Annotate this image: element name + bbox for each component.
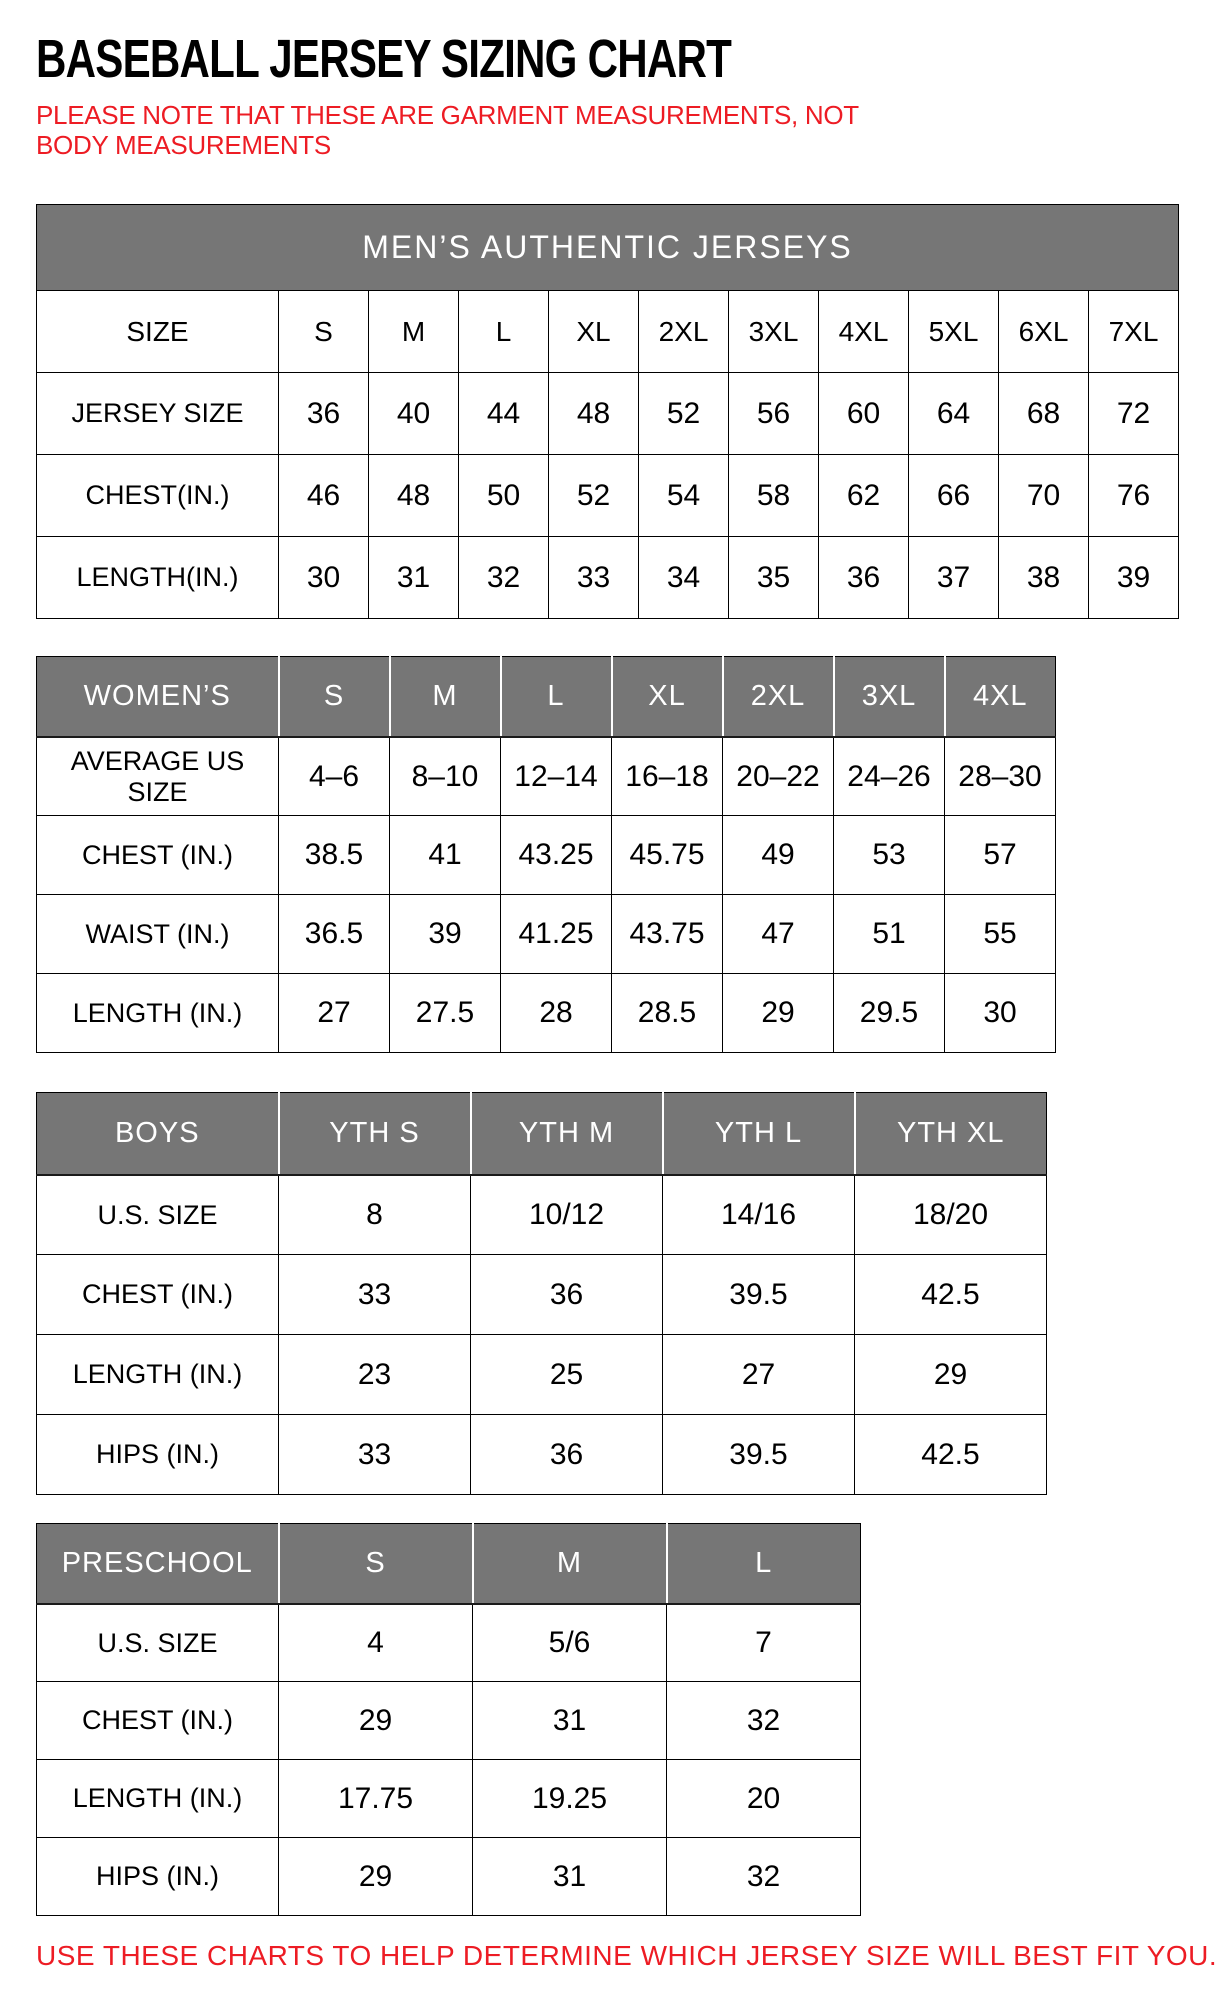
cell-value: 54	[639, 455, 729, 537]
cell-value: 7	[667, 1604, 861, 1682]
cell-value: 40	[369, 373, 459, 455]
column-header-5xl: 5XL	[909, 291, 999, 373]
cell-value: 12–14	[501, 737, 612, 816]
cell-value: 53	[834, 816, 945, 895]
cell-value: 30	[945, 974, 1056, 1053]
row-label-u-s-size: U.S. SIZE	[37, 1604, 279, 1682]
cell-value: 24–26	[834, 737, 945, 816]
row-label-length-in: LENGTH(IN.)	[37, 537, 279, 619]
cell-value: 31	[473, 1682, 667, 1760]
cell-value: 10/12	[471, 1175, 663, 1255]
cell-value: 36.5	[279, 895, 390, 974]
row-label-length-in: LENGTH (IN.)	[37, 1335, 279, 1415]
row-label-jersey-size: JERSEY SIZE	[37, 373, 279, 455]
column-header-yth-xl: YTH XL	[855, 1093, 1047, 1175]
row-label-length-in: LENGTH (IN.)	[37, 1760, 279, 1838]
cell-value: 48	[549, 373, 639, 455]
cell-value: 70	[999, 455, 1089, 537]
cell-value: 28	[501, 974, 612, 1053]
fit-advice-footer: USE THESE CHARTS TO HELP DETERMINE WHICH JERSEY SIZE WILL BEST FIT YOU.	[36, 1940, 1218, 1972]
column-header-7xl: 7XL	[1089, 291, 1179, 373]
cell-value: 8	[279, 1175, 471, 1255]
cell-value: 28.5	[612, 974, 723, 1053]
cell-value: 20–22	[723, 737, 834, 816]
cell-value: 20	[667, 1760, 861, 1838]
column-header-l: L	[459, 291, 549, 373]
cell-value: 27	[279, 974, 390, 1053]
cell-value: 18/20	[855, 1175, 1047, 1255]
boys-table-section	[36, 1092, 1200, 1495]
cell-value: 14/16	[663, 1175, 855, 1255]
cell-value: 47	[723, 895, 834, 974]
cell-value: 56	[729, 373, 819, 455]
column-header-yth-l: YTH L	[663, 1093, 855, 1175]
row-label-waist-in: WAIST (IN.)	[37, 895, 279, 974]
preschool-corner-label: PRESCHOOL	[37, 1524, 279, 1604]
row-label-length-in: LENGTH (IN.)	[37, 974, 279, 1053]
preschool-table-section	[36, 1523, 1200, 1916]
column-header-xl: XL	[612, 657, 723, 737]
mens-table-section	[36, 204, 1200, 619]
cell-value: 39.5	[663, 1255, 855, 1335]
column-header-yth-m: YTH M	[471, 1093, 663, 1175]
cell-value: 25	[471, 1335, 663, 1415]
cell-value: 43.25	[501, 816, 612, 895]
cell-value: 43.75	[612, 895, 723, 974]
column-header-6xl: 6XL	[999, 291, 1089, 373]
cell-value: 66	[909, 455, 999, 537]
cell-value: 39	[390, 895, 501, 974]
cell-value: 58	[729, 455, 819, 537]
mens-banner-header: MEN’S AUTHENTIC JERSEYS	[37, 205, 1179, 291]
cell-value: 17.75	[279, 1760, 473, 1838]
cell-value: 48	[369, 455, 459, 537]
cell-value: 33	[279, 1255, 471, 1335]
womens-sizing-table	[36, 656, 1056, 1053]
column-header-yth-s: YTH S	[279, 1093, 471, 1175]
cell-value: 31	[473, 1838, 667, 1916]
row-label-chest-in: CHEST (IN.)	[37, 1255, 279, 1335]
cell-value: 50	[459, 455, 549, 537]
cell-value: 4–6	[279, 737, 390, 816]
row-label-u-s-size: U.S. SIZE	[37, 1175, 279, 1255]
cell-value: 60	[819, 373, 909, 455]
row-label-average-us-size: AVERAGE US SIZE	[37, 737, 279, 816]
column-header-4xl: 4XL	[819, 291, 909, 373]
page-title	[36, 28, 1200, 90]
row-label-chest-in: CHEST (IN.)	[37, 1682, 279, 1760]
cell-value: 62	[819, 455, 909, 537]
boys-sizing-table	[36, 1092, 1047, 1495]
column-header-s: S	[279, 291, 369, 373]
column-header-l: L	[501, 657, 612, 737]
cell-value: 35	[729, 537, 819, 619]
cell-value: 30	[279, 537, 369, 619]
column-header-m: M	[369, 291, 459, 373]
column-header-4xl: 4XL	[945, 657, 1056, 737]
cell-value: 31	[369, 537, 459, 619]
row-label-chest-in: CHEST (IN.)	[37, 816, 279, 895]
garment-measurements-note: PLEASE NOTE THAT THESE ARE GARMENT MEASUREMENTS, NOT BODY MEASUREMENTS	[36, 100, 859, 161]
cell-value: 29	[279, 1838, 473, 1916]
cell-value: 37	[909, 537, 999, 619]
boys-corner-label: BOYS	[37, 1093, 279, 1175]
cell-value: 16–18	[612, 737, 723, 816]
cell-value: 36	[471, 1255, 663, 1335]
cell-value: 45.75	[612, 816, 723, 895]
cell-value: 38.5	[279, 816, 390, 895]
cell-value: 34	[639, 537, 729, 619]
cell-value: 39.5	[663, 1415, 855, 1495]
cell-value: 33	[279, 1415, 471, 1495]
womens-corner-label: WOMEN’S	[37, 657, 279, 737]
column-header-2xl: 2XL	[723, 657, 834, 737]
mens-corner-label: SIZE	[37, 291, 279, 373]
row-label-hips-in: HIPS (IN.)	[37, 1838, 279, 1916]
cell-value: 64	[909, 373, 999, 455]
cell-value: 4	[279, 1604, 473, 1682]
cell-value: 5/6	[473, 1604, 667, 1682]
mens-sizing-table	[36, 204, 1179, 619]
cell-value: 28–30	[945, 737, 1056, 816]
column-header-l: L	[667, 1524, 861, 1604]
cell-value: 29.5	[834, 974, 945, 1053]
cell-value: 38	[999, 537, 1089, 619]
cell-value: 32	[459, 537, 549, 619]
column-header-xl: XL	[549, 291, 639, 373]
cell-value: 52	[549, 455, 639, 537]
cell-value: 52	[639, 373, 729, 455]
cell-value: 29	[279, 1682, 473, 1760]
cell-value: 44	[459, 373, 549, 455]
column-header-2xl: 2XL	[639, 291, 729, 373]
cell-value: 19.25	[473, 1760, 667, 1838]
cell-value: 46	[279, 455, 369, 537]
cell-value: 33	[549, 537, 639, 619]
cell-value: 41.25	[501, 895, 612, 974]
column-header-m: M	[473, 1524, 667, 1604]
cell-value: 55	[945, 895, 1056, 974]
row-label-hips-in: HIPS (IN.)	[37, 1415, 279, 1495]
row-label-chest-in: CHEST(IN.)	[37, 455, 279, 537]
cell-value: 36	[279, 373, 369, 455]
cell-value: 23	[279, 1335, 471, 1415]
cell-value: 32	[667, 1838, 861, 1916]
cell-value: 76	[1089, 455, 1179, 537]
page-title-text: BASEBALL JERSEY SIZING CHART	[36, 29, 732, 89]
cell-value: 29	[855, 1335, 1047, 1415]
column-header-s: S	[279, 1524, 473, 1604]
cell-value: 68	[999, 373, 1089, 455]
cell-value: 32	[667, 1682, 861, 1760]
preschool-sizing-table	[36, 1523, 861, 1916]
cell-value: 29	[723, 974, 834, 1053]
cell-value: 57	[945, 816, 1056, 895]
cell-value: 72	[1089, 373, 1179, 455]
cell-value: 49	[723, 816, 834, 895]
cell-value: 36	[819, 537, 909, 619]
cell-value: 51	[834, 895, 945, 974]
cell-value: 42.5	[855, 1415, 1047, 1495]
cell-value: 27	[663, 1335, 855, 1415]
column-header-3xl: 3XL	[729, 291, 819, 373]
cell-value: 36	[471, 1415, 663, 1495]
cell-value: 8–10	[390, 737, 501, 816]
column-header-s: S	[279, 657, 390, 737]
column-header-3xl: 3XL	[834, 657, 945, 737]
column-header-m: M	[390, 657, 501, 737]
cell-value: 41	[390, 816, 501, 895]
cell-value: 39	[1089, 537, 1179, 619]
cell-value: 27.5	[390, 974, 501, 1053]
cell-value: 42.5	[855, 1255, 1047, 1335]
womens-table-section	[36, 656, 1200, 1053]
